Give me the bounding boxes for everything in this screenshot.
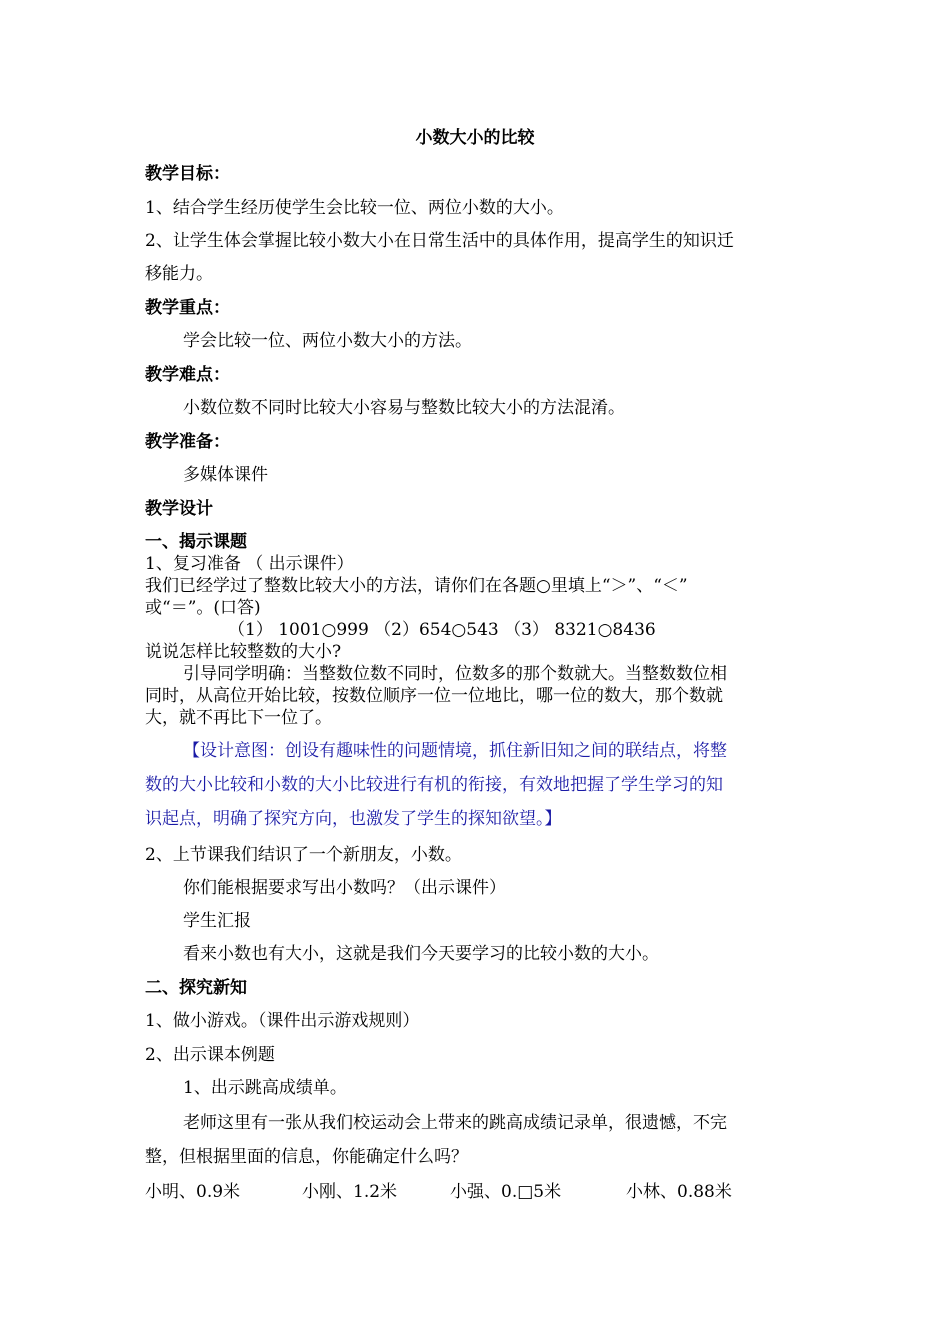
key-points-text: 学会比较一位、两位小数大小的方法。	[183, 331, 472, 351]
section-2-item-2: 2、出示课本例题	[145, 1045, 275, 1065]
section-1-para-1-line-2: 或“＝”。(口答)	[145, 598, 261, 618]
result-item: 小林、0.88米	[626, 1182, 732, 1202]
design-intent-line-1: 【设计意图：创设有趣味性的问题情境，抓住新旧知之间的联结点，将整	[183, 741, 727, 761]
preparation-heading: 教学准备：	[145, 432, 230, 452]
objective-2-line-2: 移能力。	[145, 264, 213, 284]
preparation-text: 多媒体课件	[183, 465, 268, 485]
section-1-question: 说说怎样比较整数的大小?	[145, 642, 342, 662]
design-intent-line-2: 数的大小比较和小数的大小比较进行有机的衔接，有效地把握了学生学习的知	[145, 775, 723, 795]
section-1-heading: 一、揭示课题	[145, 532, 247, 552]
section-2-sub-item-1: 1、出示跳高成绩单。	[183, 1078, 347, 1098]
section-1-exercises: （1） 1001○999 （2）654○543 （3） 8321○8436	[228, 620, 656, 640]
result-item: 小明、0.9米	[145, 1182, 241, 1202]
section-1-guide-line-1: 引导同学明确：当整数位数不同时，位数多的那个数就大。当整数数位相	[183, 664, 727, 684]
section-1-guide-line-2: 同时，从高位开始比较，按数位顺序一位一位地比，哪一位的数大，那个数就	[145, 686, 723, 706]
design-intent-line-3: 识起点，明确了探究方向，也激发了学生的探知欲望。】	[145, 809, 562, 829]
result-item: 小刚、1.2米	[302, 1182, 398, 1202]
section-2-para-line-2: 整，但根据里面的信息，你能确定什么吗？	[145, 1147, 468, 1167]
section-1-guide-line-3: 大，就不再比下一位了。	[145, 708, 332, 728]
section-1-item-2-conclusion: 看来小数也有大小，这就是我们今天要学习的比较小数的大小。	[183, 944, 659, 964]
section-2-item-1: 1、做小游戏。（课件出示游戏规则）	[145, 1011, 420, 1031]
page-title: 小数大小的比较	[415, 128, 535, 148]
difficulty-text: 小数位数不同时比较大小容易与整数比较大小的方法混淆。	[183, 398, 625, 418]
objective-1: 1、结合学生经历使学生会比较一位、两位小数的大小。	[145, 198, 564, 218]
objectives-heading: 教学目标：	[145, 164, 230, 184]
design-heading: 教学设计	[145, 499, 213, 519]
section-1-item-2-report: 学生汇报	[183, 911, 251, 931]
result-item: 小强、0.□5米	[450, 1182, 562, 1202]
objective-2-line-1: 2、让学生体会掌握比较小数大小在日常生活中的具体作用，提高学生的知识迁	[145, 231, 734, 251]
section-1-para-1-line-1: 我们已经学过了整数比较大小的方法，请你们在各题○里填上“＞”、“＜”	[145, 576, 688, 596]
difficulty-heading: 教学难点：	[145, 365, 230, 385]
section-1-item-2-question: 你们能根据要求写出小数吗？（出示课件）	[183, 878, 506, 898]
section-2-para-line-1: 老师这里有一张从我们校运动会上带来的跳高成绩记录单，很遗憾，不完	[183, 1113, 727, 1133]
section-2-heading: 二、探究新知	[145, 978, 247, 998]
section-1-item-1: 1、复习准备 （ 出示课件）	[145, 554, 354, 574]
key-points-heading: 教学重点：	[145, 298, 230, 318]
section-1-item-2: 2、上节课我们结识了一个新朋友，小数。	[145, 845, 462, 865]
